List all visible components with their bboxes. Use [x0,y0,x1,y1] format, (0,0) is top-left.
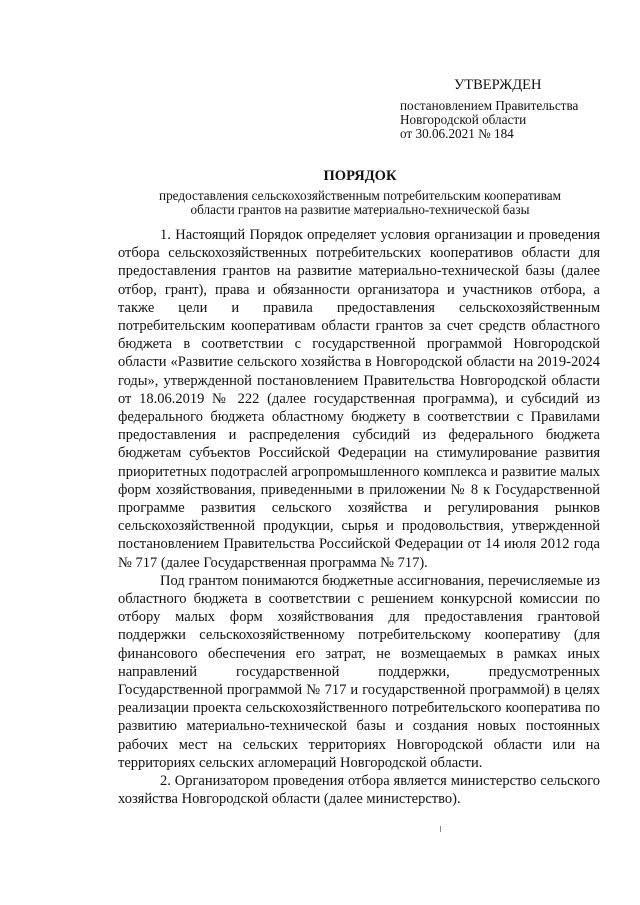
document-body [118,226,600,809]
approval-line: Новгородской области [400,112,527,127]
document-subtitle [118,189,602,217]
approval-date: от 30.06.2021 № 184 [400,126,514,141]
approval-line: постановлением Правительства [400,98,579,113]
paragraph-1: 1. Настоящий Порядок определяет условия организации и проведения отбора сельскохозяйственных потребительских кооперативов области для предоставления грантов на развитие материально-технической базы (далее отбор, грант), права и обязанности организатора и участников отбора, а также цели и правила предоставления сельскохозяйственным потребительским кооперативам области грантов за счет средств областного бюджета в соответствии с государственной программой Новгородской области «Развитие сельского хозяйства в Новгородской области на 2019-2024 годы», утвержденной постановлением Правительства Новгородской области от 18.06.2019 № 222 (далее государственная программа), и субсидий из федерального бюджета областному бюджету в соответствии с Правилами предоставления и распределения субсидий из федерального бюджета бюджетам субъектов Российской Федерации на стимулирование развития приоритетных подотраслей агропромышленного комплекса и развитие малых форм хозяйствования, приведенными в приложении № 8 к Государственной программе развития сельского хозяйства и регулирования рынков сельскохозяйственной продукции, сырья и продовольствия, утвержденной постановлением Правительства Российской Федерации от 14 июля 2012 года № 717 (далее Государственная программа № 717). [118,227,600,571]
approval-stamp [400,78,630,141]
document-title [118,168,602,217]
scan-mark [440,826,441,832]
page-title: ПОРЯДОК [323,168,397,184]
subtitle-line: предоставления сельскохозяйственным потребительским кооперативам [159,188,561,203]
subtitle-line: области грантов на развитие материально-технической базы [190,202,530,217]
paragraph-2: Под грантом понимаются бюджетные ассигнования, перечисляемые из областного бюджета в соответствии с решением конкурсной комиссии по отбору малых форм хозяйствования для предоставления грантовой поддержки сельскохозяйственному потребительскому кооперативу (для финансового обеспечения его затрат, не возмещаемых в рамках иных направлений государственной поддержки, предусмотренных Государственной программой № 717 и государственной программой) в целях реализации проекта сельскохозяйственного потребительского кооператива по развитию материально-технической базы и создания новых постоянных рабочих мест на сельских территориях Новгородской области или на территориях сельских агломераций Новгородской области. [118,572,600,771]
approved-label: УТВЕРЖДЕН [454,77,542,93]
paragraph-3: 2. Организатором проведения отбора является министерство сельского хозяйства Новгородской области (далее министерство). [118,773,600,808]
